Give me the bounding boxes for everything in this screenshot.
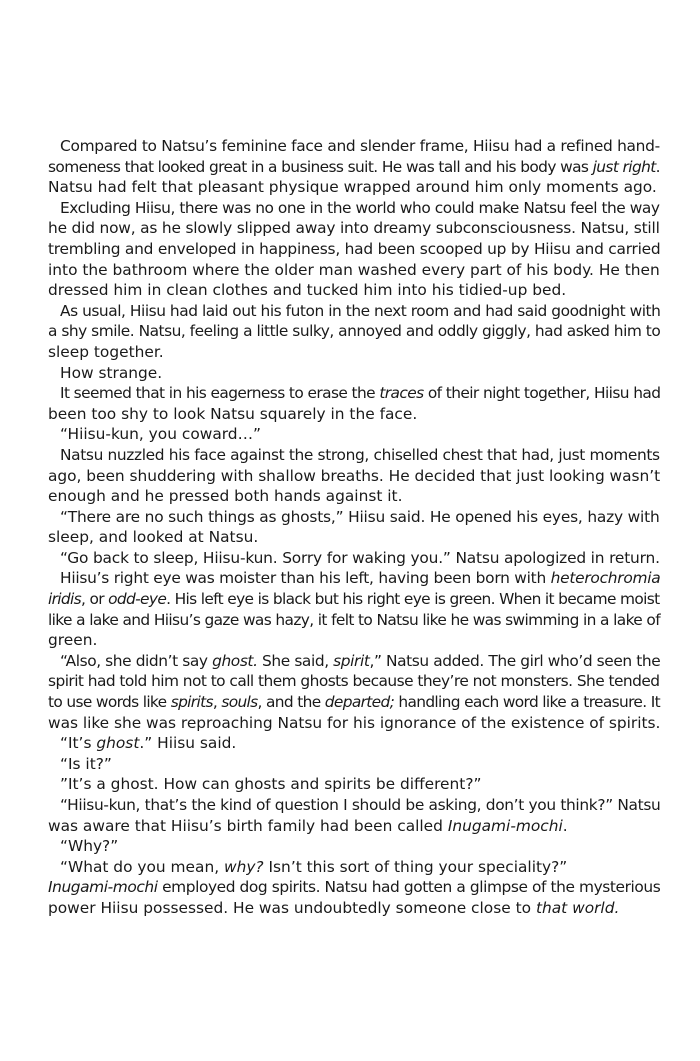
- paragraph: [48, 836, 656, 857]
- text-run: sleep, and looked at Natsu.: [48, 528, 259, 547]
- text-run: .: [655, 157, 660, 176]
- text-run: “What do you mean,: [60, 857, 224, 876]
- text-line: [48, 486, 656, 507]
- text-line: [48, 404, 656, 425]
- text-run: like a lake and Hiisu’s gaze was hazy, it felt to Natsu like he was swimming in a lake of: [48, 610, 660, 629]
- italic-text: just right: [592, 157, 656, 176]
- text-line: [48, 157, 660, 178]
- text-run: power Hiisu possessed. He was undoubtedly someone close to: [48, 898, 536, 917]
- text-line: [48, 548, 660, 569]
- italic-text: departed;: [324, 693, 395, 712]
- text-run: “Hiisu-kun, that’s the kind of question I should be asking, don’t you think?” Natsu: [60, 796, 661, 814]
- text-run: someness that looked great in a business suit. He was tall and his body was: [48, 157, 593, 176]
- italic-text: traces: [379, 384, 424, 403]
- text-run: into the bathroom where the older man washed every part of his body. He then: [48, 260, 660, 279]
- text-line: [48, 630, 656, 651]
- paragraph: [48, 383, 661, 424]
- text-run: green.: [48, 631, 98, 650]
- paragraph: [48, 445, 661, 507]
- text-line: [48, 898, 656, 919]
- italic-text: spirit: [333, 651, 370, 670]
- text-line: [48, 383, 661, 404]
- paragraph: [48, 754, 656, 775]
- text-line: [48, 610, 660, 631]
- text-line: [48, 177, 656, 198]
- paragraph: [48, 136, 660, 198]
- text-run: spirit had told him not to call them ghosts because they’re not monsters. She tended: [48, 672, 660, 691]
- text-run: to use words like: [48, 693, 171, 712]
- text-line: [48, 774, 656, 795]
- text-line: [48, 301, 661, 322]
- paragraph: [48, 507, 660, 548]
- paragraph: [48, 424, 656, 445]
- text-run: “Go back to sleep, Hiisu-kun. Sorry for waking you.” Natsu apologized in return.: [60, 548, 660, 567]
- paragraph: [48, 795, 661, 836]
- paragraph: [48, 301, 661, 363]
- text-line: [48, 568, 661, 589]
- text-run: Isn’t this sort of thing your speciality?”: [263, 857, 568, 876]
- italic-text: Inugami-mochi: [447, 816, 563, 835]
- text-line: [48, 671, 660, 692]
- paragraph: [48, 877, 661, 918]
- text-run: was aware that Hiisu’s birth family had been called: [48, 816, 448, 835]
- text-line: [48, 280, 656, 301]
- text-line: [48, 527, 656, 548]
- text-run: “Hiisu-kun, you coward…”: [60, 425, 261, 444]
- italic-text: ghost: [96, 734, 140, 753]
- text-run: ,: [212, 693, 222, 712]
- text-run: How strange.: [60, 363, 163, 382]
- text-run: Hiisu’s right eye was moister than his left, having been born with: [60, 569, 551, 588]
- text-line: [48, 651, 661, 672]
- text-line: [48, 466, 661, 487]
- text-line: [48, 321, 661, 342]
- text-line: [48, 733, 656, 754]
- text-run: was like she was reproaching Natsu for his ignorance of the existence of spirits.: [48, 713, 661, 732]
- italic-text: iridis: [48, 590, 82, 609]
- text-run: sleep together.: [48, 342, 164, 361]
- text-line: [48, 445, 660, 466]
- text-line: [48, 424, 656, 445]
- text-line: [48, 589, 660, 610]
- text-run: .: [562, 816, 568, 835]
- text-run: a shy smile. Natsu, feeling a little sulky, annoyed and oddly giggly, had asked him to: [48, 322, 661, 341]
- paragraph: [48, 363, 656, 384]
- text-run: handling each word like a treasure. It: [394, 693, 660, 712]
- text-line: [48, 342, 656, 363]
- text-run: “Why?”: [60, 837, 119, 856]
- paragraph: [48, 651, 661, 733]
- text-run: “There are no such things as ghosts,” Hiisu said. He opened his eyes, hazy with: [60, 507, 660, 526]
- italic-text: why?: [223, 857, 264, 876]
- paragraph: [48, 568, 661, 650]
- text-run: Excluding Hiisu, there was no one in the world who could make Natsu feel the way: [60, 198, 660, 217]
- text-line: [48, 239, 661, 260]
- text-run: ago, been shuddering with shallow breaths. He decided that just looking wasn’t: [48, 466, 661, 485]
- text-line: [48, 754, 656, 775]
- text-run: Natsu had felt that pleasant physique wrapped around him only moments ago.: [48, 178, 657, 197]
- text-run: . His left eye is black but his right eye is green. When it became moist: [166, 590, 660, 609]
- italic-text: souls: [221, 693, 258, 712]
- text-run: As usual, Hiisu had laid out his futon in the next room and had said goodnight with: [60, 301, 661, 320]
- text-run: enough and he pressed both hands against it.: [48, 487, 403, 506]
- text-line: [48, 713, 661, 734]
- text-run: Compared to Natsu’s feminine face and slender frame, Hiisu had a refined hand-: [60, 137, 660, 155]
- text-run: It seemed that in his eagerness to erase the: [60, 384, 380, 403]
- text-run: , or: [81, 590, 109, 609]
- italic-text: that world.: [535, 898, 620, 917]
- text-line: [48, 877, 661, 898]
- text-run: employed dog spirits. Natsu had gotten a glimpse of the mysterious: [157, 878, 661, 897]
- text-run: he did now, as he slowly slipped away into dreamy subconsciousness. Natsu, still: [48, 219, 660, 238]
- text-run: ”It’s a ghost. How can ghosts and spirits be different?”: [60, 775, 482, 794]
- text-line: [48, 795, 661, 816]
- italic-text: ghost.: [212, 651, 258, 670]
- paragraph: [48, 548, 660, 569]
- text-line: [48, 857, 656, 878]
- text-run: “It’s: [60, 734, 97, 753]
- text-line: [48, 692, 660, 713]
- text-line: [48, 836, 656, 857]
- italic-text: odd-eye: [108, 590, 167, 609]
- paragraph: [48, 774, 656, 795]
- text-run: ,” Natsu added. The girl who’d seen the: [369, 651, 661, 670]
- text-line: [48, 507, 660, 528]
- italic-text: Inugami-mochi: [48, 878, 158, 897]
- text-run: Natsu nuzzled his face against the strong, chiselled chest that had, just moments: [60, 445, 660, 464]
- text-line: [48, 816, 656, 837]
- paragraph: [48, 733, 656, 754]
- paragraph: [48, 198, 661, 301]
- text-line: [48, 363, 656, 384]
- text-line: [48, 218, 660, 239]
- text-run: “Also, she didn’t say: [60, 651, 213, 670]
- text-run: “Is it?”: [60, 754, 112, 773]
- text-line: [48, 198, 660, 219]
- text-run: dressed him in clean clothes and tucked him into his tidied-up bed.: [48, 281, 567, 300]
- italic-text: heterochromia: [550, 569, 661, 588]
- text-run: trembling and enveloped in happiness, had been scooped up by Hiisu and carried: [48, 239, 661, 258]
- text-run: , and the: [257, 693, 325, 712]
- italic-text: spirits: [170, 693, 213, 712]
- text-run: been too shy to look Natsu squarely in the face.: [48, 404, 418, 423]
- text-line: [48, 136, 660, 157]
- paragraph: [48, 857, 656, 878]
- text-run: She said,: [257, 651, 334, 670]
- text-body: [48, 136, 661, 919]
- text-run: .” Hiisu said.: [139, 734, 237, 753]
- text-run: of their night together, Hiisu had: [423, 384, 661, 403]
- text-line: [48, 260, 660, 281]
